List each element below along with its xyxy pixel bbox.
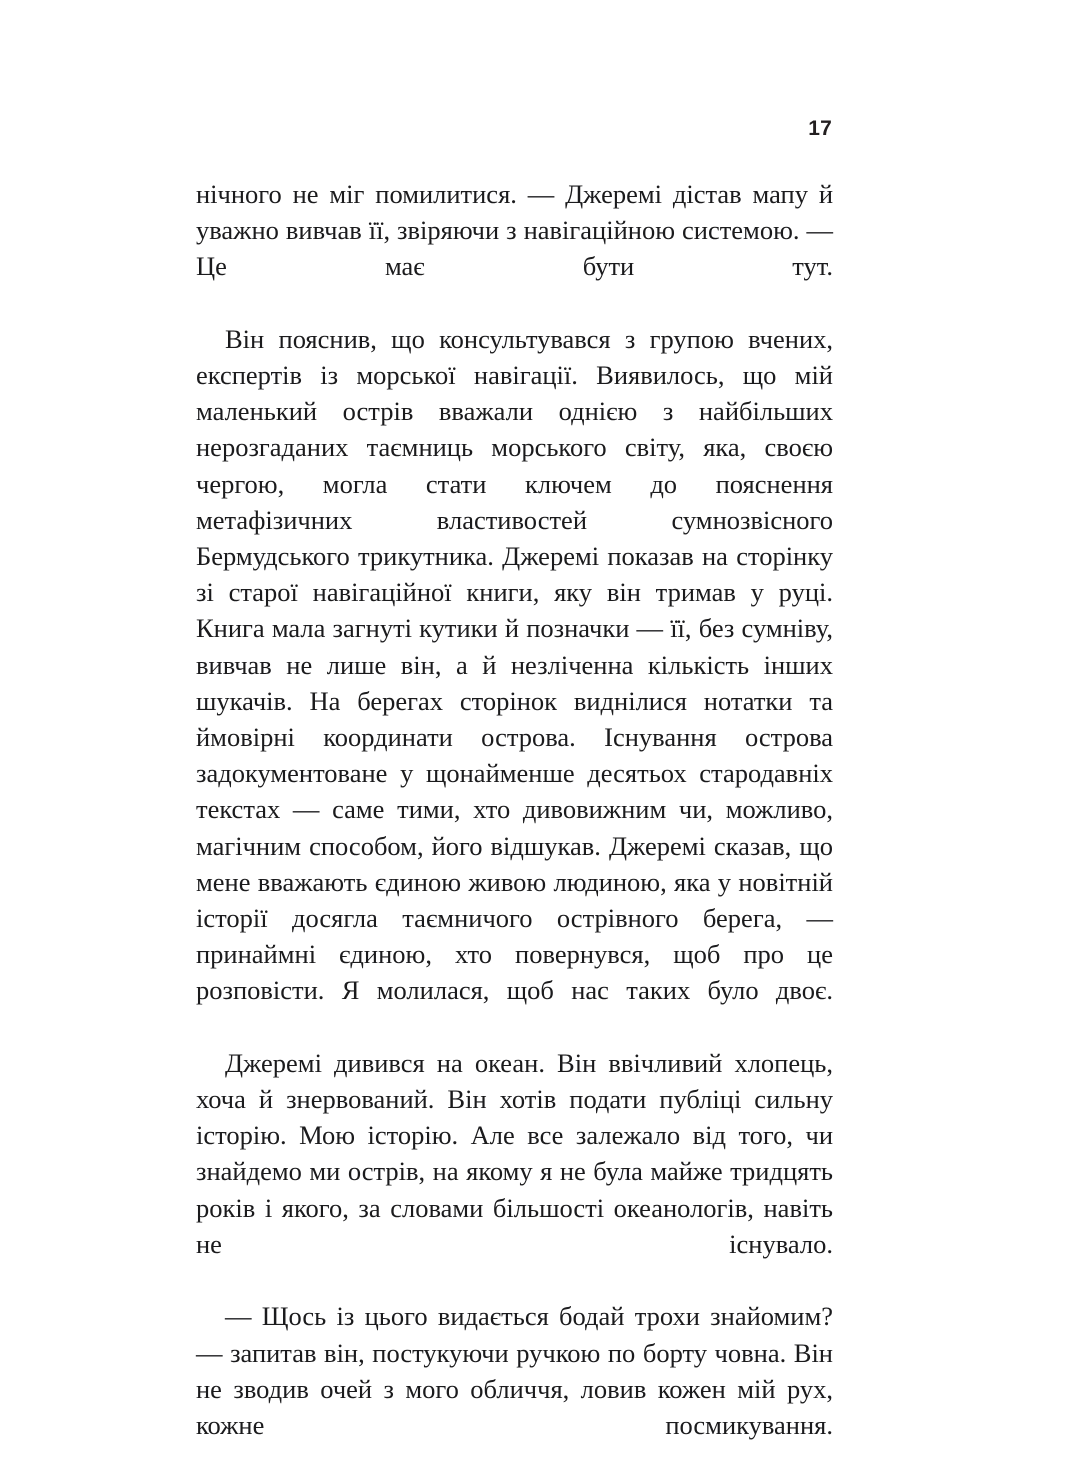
paragraph: Він пояснив, що консультувався з групою вчених, експертів із морської навігації. Виявилось, що мій маленький острів вважали однією з найбільших нерозгаданих таємниць морського світу, яка, своєю чергою, могла стати ключем до пояснення метафізичних властивостей сумнозвісного Бермудського трикутника. Джеремі показав на сторінку зі старої навігаційної книги, яку він тримав у руці. Книга мала загнуті кутики й позначки — її, без сумніву, вивчав не лише він, а й незліченна кількість інших шукачів. На берегах сторінок виднілися нотатки та ймовірні координати острова. Існування острова задокументоване у щонайменше десятьох стародавніх текстах — саме тими, хто дивовижним чи, можливо, магічним способом, його відшукав. Джеремі сказав, що мене вважають єдиною живою людиною, яка у новітній історії досягла таємничого острівного берега, — принаймні єдиною, хто повернувся, щоб про це розповісти. Я молилася, щоб нас таких було двоє. <box>196 323 833 1006</box>
body-text-block <box>196 176 833 1479</box>
folio-row <box>196 118 832 140</box>
paragraph: — Щось із цього видається бодай трохи знайомим? — запитав він, постукуючи ручкою по борту човна. Він не зводив очей з мого обличчя, ловив кожен мій рух, кожне посмикування. <box>196 1301 833 1440</box>
page-number: 17 <box>808 117 832 140</box>
paragraph: нічного не міг помилитися. — Джеремі дістав мапу й уважно вивчав її, звіряючи з навігаційною системою. — Це має бути тут. <box>196 179 833 282</box>
paragraph: Джеремі дивився на океан. Він ввічливий хлопець, хоча й знервований. Він хотів подати публіці сильну історію. Мою історію. Але все залежало від того, чи знайдемо ми острів, на якому я не була майже тридцять років і якого, за словами більшості океанологів, навіть не існувало. <box>196 1047 833 1259</box>
